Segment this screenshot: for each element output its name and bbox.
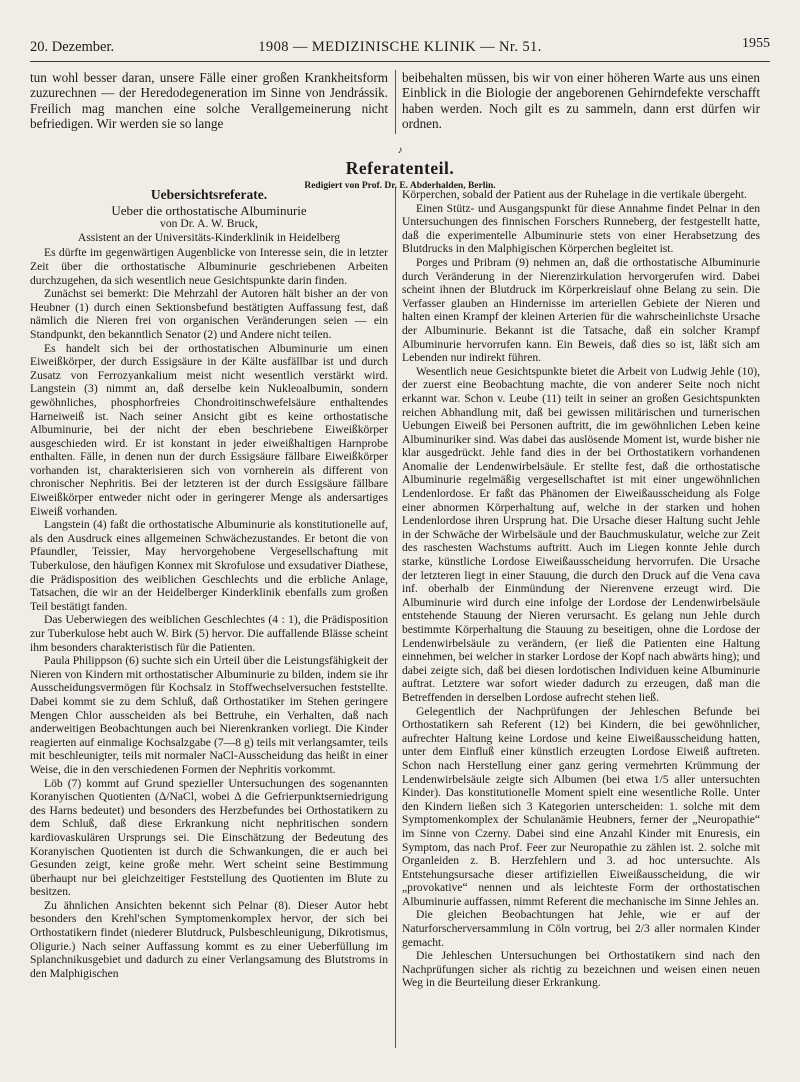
journal-title: 1908 — MEDIZINISCHE KLINIK — Nr. 51. bbox=[258, 39, 542, 55]
article-title: Ueber die orthostatische Albuminurie bbox=[111, 202, 307, 218]
paragraph: Die gleichen Beobachtungen hat Jehle, wie er auf der Naturforscherversammlung in Cöln vortrug, bei 2/3 aller normalen Kinder gemacht. bbox=[402, 908, 760, 949]
paragraph: Porges und Pribram (9) nehmen an, daß die orthostatische Albuminurie durch Veränderung in der Nierenzirkulation hervorgerufen wird. Dabei scheint ihnen der Blutdruck im Körperkreislauf ohne Belang zu sein. Die Verfasser glauben an Hindernisse im arteriellen Gebiete der Nieren und halten einen Krampf der kleinen Arterien für die wahrscheinlichste Ursache der Albuminurie. Bekannt ist die Tatsache, daß ein solcher Krampf Albuminurie hervorrufen kann. Ein Beweis, daß dies so ist, läßt sich am Lebenden nur indirekt führen. bbox=[402, 255, 760, 365]
section-title: Referatenteil. bbox=[345, 158, 455, 178]
section-editor: Redigiert von Prof. Dr. E. Abderhalden, Berlin. bbox=[304, 181, 496, 191]
article-affiliation: Assistent an der Universitäts-Kinderklinik in Heidelberg bbox=[77, 230, 341, 244]
article-kind: Uebersichtsreferate. bbox=[150, 187, 268, 202]
column-divider bbox=[395, 188, 396, 1048]
paragraph: Gelegentlich der Nachprüfungen der Jehleschen Befunde bei Orthostatikern sah Referent (12) bei Kindern, die bei gewöhnlicher, aufrechter Haltung keine Lordose und keine Eiweißausscheidung hatten, unter dem Einfluß einer künstlich erzeugten Lordose Eiweiß auftreten. Schon nach Herstellung einer ganz gering vermehrten Krümmung der Lendenwirbelsäule zeigte sich Albumen (bei etwa 1/5 aller untersuchten Kinder). Das konstitutionelle Moment spielt eine wesentliche Rolle. Unter den Kindern ließen sich 3 Kategorien unterscheiden: 1. solche mit dem Symptomenkomplex der Schulanämie Heubners, ferner der „Neuropathie“ im Sinne von Czerny. Dabei sind eine Anzahl Kinder mit Enuresis, ein Symptom, das nach Prof. Feer zur Neuropathie zu zählen ist. 2. solche mit Organleiden z. B. Herzfehlern und 3. ad hoc untersuchte. Als Entstehungsursache dieser artifiziellen Eiweißausscheidung, die wir „provokative“ nennen und als leichteste Form der orthostatischen Albuminurie auffassen, nimmt Referent die mechanische im Sinne Jehles an. bbox=[402, 704, 760, 908]
article-heading bbox=[30, 188, 388, 244]
paragraph: Körperchen, sobald der Patient aus der Ruhelage in die vertikale übergeht. bbox=[402, 188, 747, 201]
article-author: von Dr. A. W. Bruck, bbox=[160, 217, 258, 231]
paragraph: Zu ähnlichen Ansichten bekennt sich Pelnar (8). Dieser Autor hebt besonders den Krehl'schen Symptomenkomplex hervor, der sich bei Orthostatikern findet (niederer Blutdruck, Pulsbeschleunigung, Dikrotismus, Oligurie.) Nach seiner Auffassung kommt es zu einer Ueberfüllung im Splanchnikusgebiet und dadurch zu einer Verlangsamung des Blutstroms in den Malphigischen bbox=[30, 898, 388, 980]
paragraph: Wesentlich neue Gesichtspunkte bietet die Arbeit von Ludwig Jehle (10), der zuerst eine Beobachtung machte, die von anderer Seite noch nicht erkannt war. Schon v. Leube (11) teilt in seiner an großen Gesichtspunkten reichen Abhandlung mit, daß bei gewissen militärischen und turnerischen Uebungen Eiweiß bei Personen auftritt, die im gewöhnlichen Leben keine Albuminuriker sind. Was dabei das auslösende Moment ist, wurde bisher nie klar ausgedrückt. Jehle fand dies in der bei Orthostatikern vorhandenen Anomalie der Lendenwirbelsäule. Er stellte fest, daß die orthostatische Albuminurie regelmäßig vergesellschaftet ist mit einer ungewöhnlichen Lendenlordose. Er faßt das Phänomen der Eiweißausscheidung als Folge einer abnormen Körperhaltung auf, welche in der starken und hohen Lendenlordose ihren Ursprung hat. Die Ursache dieser Haltung sucht Jehle in der Schwäche der Wirbelsäule und der Bauchmuskulatur, welche zur Zeit des raschesten Wachstums auftritt. Auch im Liegen konnte Jehle durch starke, künstliche Lordose Eiweißausscheidung hervorrufen. Die Ursache der letzteren liegt in einer Stauung, die durch den Druck auf die Vena cava inf. oberhalb der Einmündung der Nierenvene erzeugt wird. Die Albuminurie wird durch eine infolge der Lordose der Lendenwirbelsäule entstehende Stauung der Nieren verursacht. Es gelang nun Jehle durch bestimmte Körperhaltung die Stauung zu beseitigen, ohne die Lordose der Lendenwirbelsäule zu verändern, (er ließ die Patienten eine Haltung einnehmen, bei welcher in starker Lordose der Kopf nach abwärts hing); und dabei zeigte sich, daß bei diesen lordotischen Individuen keine Albuminurie auftrat. Letztere war sofort wieder dadurch zu erzeugen, daß man die Betreffenden in derselben Lordose aufrecht stehen ließ. bbox=[402, 364, 760, 704]
issue-date: 20. Dezember. bbox=[30, 39, 115, 55]
ornament-icon: ♪ bbox=[397, 145, 403, 156]
running-header bbox=[30, 36, 770, 58]
column-divider bbox=[395, 70, 396, 134]
paragraph: Es dürfte im gegenwärtigen Augenblicke von Interesse sein, die in letzter Zeit über die orthostatische Albuminurie geschriebenen Arbeiten durchzugehen, da sich wesentlich neue Gesichtspunkte darin finden. bbox=[30, 246, 388, 287]
previous-article-ending bbox=[30, 70, 790, 140]
intro-right-column: beibehalten müssen, bis wir von einer höheren Warte aus uns einen Einblick in die Biologie der angeborenen Gehirndefekte verschafft haben werden. Noch gilt es zu sammeln, dann erst dürfen wir ordnen. bbox=[402, 70, 760, 131]
paragraph: Langstein (4) faßt die orthostatische Albuminurie als konstitutionelle auf, als den Ausdruck eines allgemeinen Schwächezustandes. Er betont die von Pfaundler, Teissier, May hervorgehobene Vergesellschaftung mit Tuberkulose, den häufigen Konnex mit Skrofulose und exsudativer Diathese, die Prädisposition des weiblichen Geschlechts und die erbliche Anlage, Tatsachen, die wir an der Heidelberger Kinderklinik ebenfalls zum großen Teil bestätigt fanden. bbox=[30, 518, 388, 613]
section-heading bbox=[0, 146, 800, 191]
header-rule bbox=[30, 61, 770, 62]
paragraph: Die Jehleschen Untersuchungen bei Orthostatikern sind nach den Nachprüfungen sicher als richtig zu bezeichnen und weisen einen neuen Weg in die Beurteilung dieser Erkrankung. bbox=[402, 949, 760, 990]
paragraph: Zunächst sei bemerkt: Die Mehrzahl der Autoren hält bisher an der von Heubner (1) durch einen Sektionsbefund bestätigten Auffassung fest, daß nämlich die Nieren frei von organischen Veränderungen seien — ein Standpunkt, den bekanntlich Senator (2) und Andere nicht teilen. bbox=[30, 287, 388, 341]
paragraph: Es handelt sich bei der orthostatischen Albuminurie um einen Eiweißkörper, der durch Essigsäure in der Kälte ausfällbar ist und durch Zusatz von Ferrozyankalium meist nicht wesentlich verstärkt wird. Langstein (3) nimmt an, daß derselbe kein Nukleoalbumin, sondern gewöhnliches, phosphorfreies Chondroitinschwefelsäure enthaltendes Harneiweiß ist. Nach seiner Ansicht gibt es keine orthostatische Albuminurie, bei der nicht der eben beschriebene Eiweißkörper ausgeschieden wird. Er ist konstant in jeder eiweißhaltigen Harnprobe enthalten. Fälle, in denen nun der durch Essigsäure fällbare Eiweißkörper vorhanden ist, charakterisieren sich von vornherein als different von chronischer Nephritis. Bei der letzteren ist der durch Essigsäure fällbare Eiweißkörper entweder nicht oder in geringerer Menge als andersartiges Eiweiß vorhanden. bbox=[30, 341, 388, 518]
left-column bbox=[30, 188, 388, 980]
paragraph: Einen Stütz- und Ausgangspunkt für diese Annahme findet Pelnar in den Untersuchungen des finnischen Forschers Runneberg, der festgestellt hatte, daß die experimentelle Albuminurie stets von einer Herabsetzung des Blutdrucks in den Malphigischen Körperchen begleitet ist. bbox=[402, 201, 760, 256]
paragraph: Paula Philippson (6) suchte sich ein Urteil über die Leistungsfähigkeit der Nieren von Kindern mit orthostatischer Albuminurie zu bilden, indem sie ihr Ausscheidungsvermögen für Kochsalz in Stoffwechselversuchen feststellte. Dabei kommt sie zu dem Schluß, daß Orthostatiker im Stehen geringere Mengen Chlor ausscheiden als bei Bettruhe, ein Verhalten, daß nach anderweitigen Beobachtungen auch bei Nierenkranken vorliegt. Die Kinder reagierten auf einmalige Kochsalzgabe (7—8 g) teils mit verlangsamter, teils mit beschleunigter, teils mit normaler NaCl-Ausscheidung das heißt in einer Weise, die in den verschiedenen Formen der Nephritis vorkommt. bbox=[30, 654, 388, 776]
article-body bbox=[30, 188, 790, 1068]
right-column bbox=[402, 188, 760, 990]
paragraph: Löb (7) kommt auf Grund spezieller Untersuchungen des sogenannten Koranyischen Quotienten (Δ/NaCl, wobei Δ die Gefrierpunktserniedrigung des Harns bedeutet) und besonders des Herzbefundes bei Orthostatikern zu dem Schluß, daß diese Erkrankung nicht nephritischen sondern kardiovaskulären Ursprungs sei. Die Einschätzung der Bedeutung des Koranyischen Quotienten ist durch die Schwankungen, die er auch bei Gesunden zeigt, keine große mehr. Wert scheint seine Bestimmung überhaupt nur bei gleichzeitiger Feststellung des Quotienten im Blute zu besitzen. bbox=[30, 776, 388, 899]
page-number: 1955 bbox=[742, 36, 770, 51]
paragraph: Das Ueberwiegen des weiblichen Geschlechtes (4 : 1), die Prädisposition zur Tuberkulose hebt auch W. Birk (5) hervor. Die auffallende Blässe scheint ihm besonders charakteristisch für die Patienten. bbox=[30, 613, 388, 654]
intro-left-column: tun wohl besser daran, unsere Fälle einer großen Krankheitsform zuzurechnen — der Heredodegeneration im Sinne von Jendrássik. Freilich mag manchen eine solche Verallgemeinerung nicht befriedigen. Wir werden sie so lange bbox=[30, 70, 388, 131]
